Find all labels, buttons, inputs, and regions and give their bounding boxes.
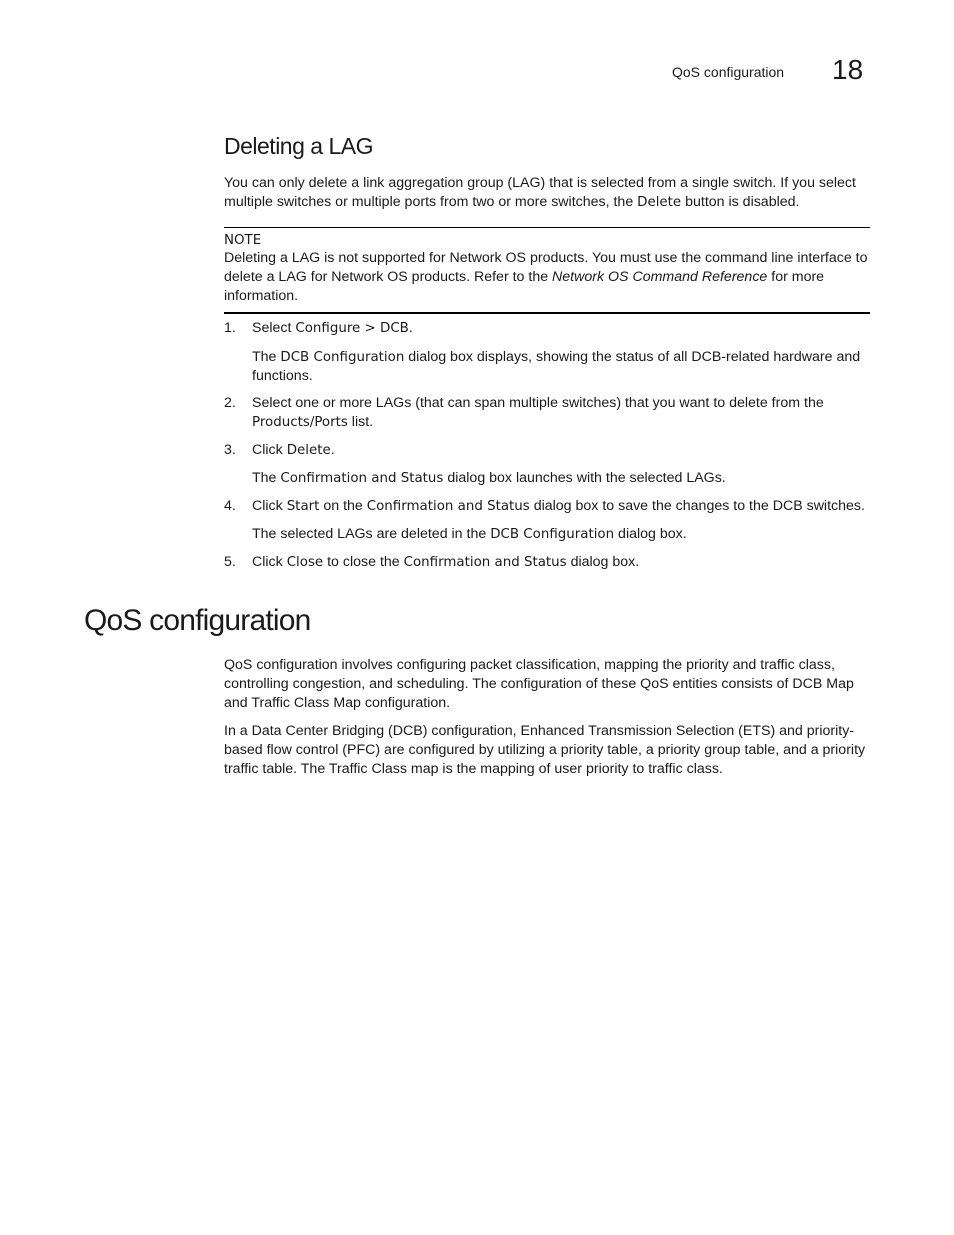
note-text: Deleting a LAG is not supported for Network OS products. You must use the command line interface to delete a LAG for Network OS products. Refer to the Network OS Command Reference for more information. <box>224 250 868 304</box>
section-heading-deleting-lag: Deleting a LAG <box>224 133 373 159</box>
ui-term: DCB Configuration <box>280 350 405 365</box>
step-text: Click Start on the Confirmation and Status dialog box to save the changes to the DCB switches. <box>252 498 865 514</box>
step-text: Select Configure > DCB. <box>252 320 413 336</box>
ui-term: Confirmation and Status <box>280 471 444 486</box>
step-text: The Confirmation and Status dialog box launches with the selected LAGs. <box>252 470 726 486</box>
ui-term: Confirmation and Status <box>403 555 567 570</box>
menu-path: Configure > DCB <box>295 321 409 336</box>
step-text: Click Close to close the Confirmation and Status dialog box. <box>252 554 640 570</box>
ui-term: Delete <box>286 443 331 458</box>
intro-paragraph: You can only delete a link aggregation group (LAG) that is selected from a single switch. If you select multiple switches or multiple ports from two or more switches, the Delete button is disabled. <box>224 175 856 210</box>
qos-paragraph-2: In a Data Center Bridging (DCB) configuration, Enhanced Transmission Selection (ETS) and priority-based flow control (PFC) are configured by utilizing a priority table, a priority group table, and a priority traffic table. The Traffic Class map is the mapping of user priority to traffic class. <box>224 723 866 777</box>
section-heading-qos: QoS configuration <box>84 604 311 637</box>
step-text: The DCB Configuration dialog box displays, showing the status of all DCB-related hardware and functions. <box>252 349 861 384</box>
step-text: The selected LAGs are deleted in the DCB Configuration dialog box. <box>252 526 687 542</box>
step-number: 5. <box>224 554 236 570</box>
ui-term: Close <box>286 555 324 570</box>
step-number: 1. <box>224 320 236 336</box>
step-text: Click Delete. <box>252 442 335 458</box>
note-box <box>224 227 870 314</box>
header-section-title: QoS configuration <box>672 64 785 80</box>
note-label: NOTE <box>224 233 262 248</box>
step-number: 4. <box>224 498 236 514</box>
ui-term: Start <box>286 499 320 514</box>
step-number: 3. <box>224 442 236 458</box>
ui-term: Confirmation and Status <box>366 499 530 514</box>
chapter-number: 18 <box>832 54 864 85</box>
document-title: Network OS Command Reference <box>552 269 768 285</box>
step-number: 2. <box>224 395 236 411</box>
ui-term: Products/Ports <box>252 415 348 430</box>
qos-paragraph-1: QoS configuration involves configuring packet classification, mapping the priority and traffic class, controlling congestion, and scheduling. The configuration of these QoS entities consists of DCB Map and Traffic Class Map configuration. <box>224 657 854 711</box>
step-text: Select one or more LAGs (that can span multiple switches) that you want to delete from the Products/Ports list. <box>252 395 824 430</box>
ui-term: Delete <box>637 195 682 210</box>
ui-term: DCB Configuration <box>490 527 615 542</box>
